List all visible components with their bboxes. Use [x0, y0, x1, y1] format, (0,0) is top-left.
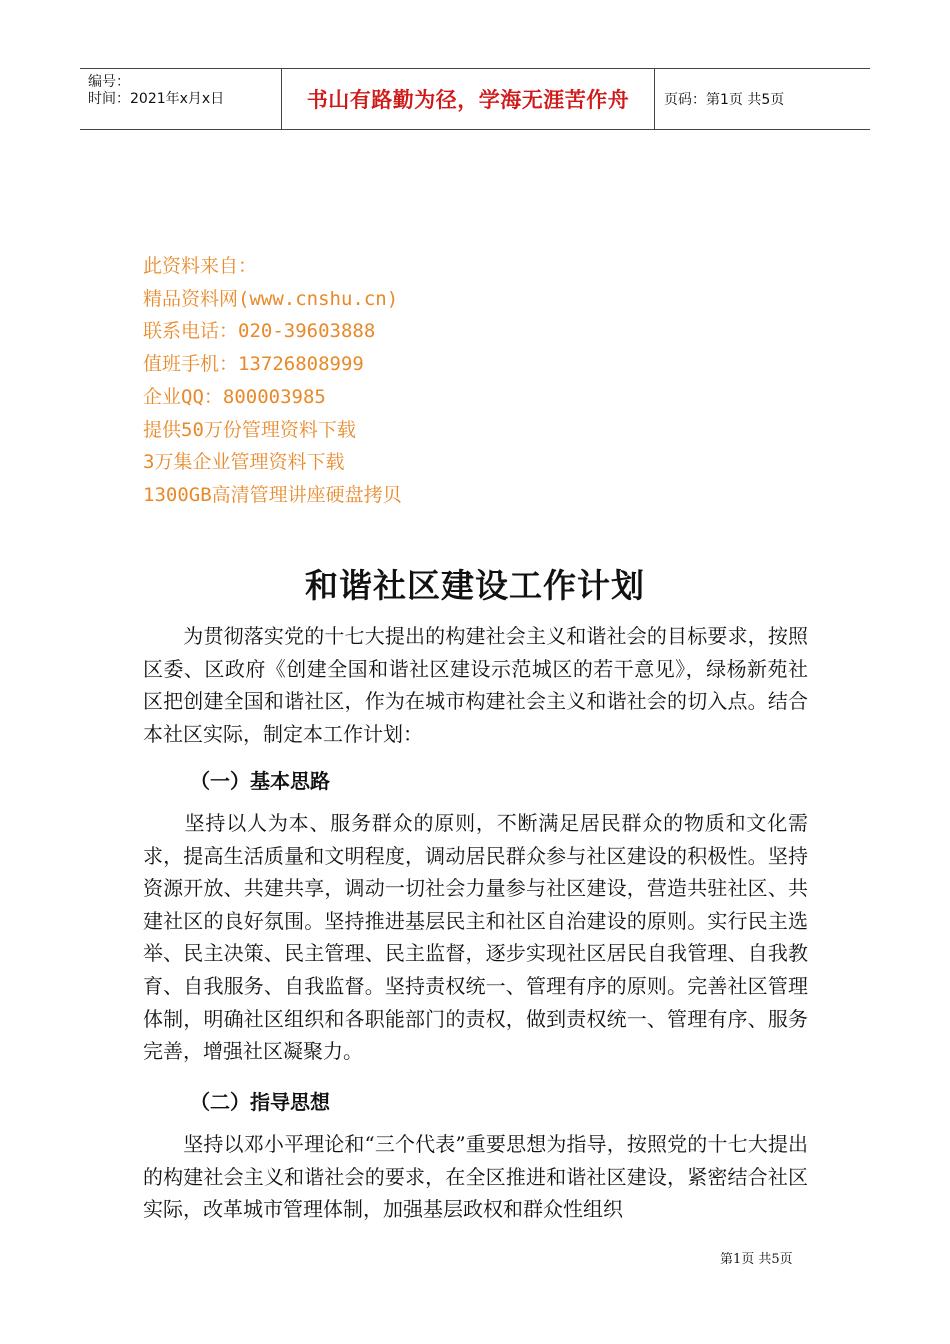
source-line: 企业QQ：800003985 [143, 385, 326, 408]
number-label: 编号： [88, 74, 130, 90]
section-heading: （一）基本思路 [190, 769, 330, 793]
header-table [80, 68, 870, 130]
source-line: 1300GB高清管理讲座硬盘拷贝 [143, 483, 402, 506]
document-title: 和谐社区建设工作计划 [305, 566, 645, 605]
header-divider [654, 69, 655, 129]
intro-paragraph: 为贯彻落实党的十七大提出的构建社会主义和谐社会的目标要求，按照区委、区政府《创建全国和谐社区建设示范城区的若干意见》，绿杨新苑社区把创建全国和谐社区，作为在城市构建社会主义和谐社会的切入点。结合本社区实际，制定本工作计划： [143, 624, 808, 746]
source-line: 精品资料网(www.cnshu.cn) [143, 287, 399, 310]
footer-page-info: 第1页 共5页 [720, 1252, 793, 1267]
source-line: 联系电话：020-39603888 [143, 320, 376, 343]
source-line: 此资料来自： [143, 255, 258, 277]
source-line: 值班手机：13726808999 [143, 353, 364, 376]
source-line: 3万集企业管理资料下载 [143, 451, 345, 474]
section-heading: （二）指导思想 [190, 1090, 330, 1114]
source-line: 提供50万份管理资料下载 [143, 418, 356, 441]
section-paragraph: 坚持以邓小平理论和“三个代表”重要思想为指导，按照党的十七大提出的构建社会主义和谐社会的要求，在全区推进和谐社区建设，紧密结合社区实际，改革城市管理体制，加强基层政权和群众性组织 [143, 1132, 808, 1222]
header-motto: 书山有路勤为径，学海无涯苦作舟 [306, 88, 630, 112]
date-label: 时间：2021年x月x日 [88, 91, 225, 107]
header-meta [80, 69, 280, 129]
source-info-block [143, 250, 402, 512]
section-paragraph: 坚持以人为本、服务群众的原则，不断满足居民群众的物质和文化需求，提高生活质量和文明程度，调动居民群众参与社区建设的积极性。坚持资源开放、共建共享，调动一切社会力量参与社区建设，营造共驻社区、共建社区的良好氛围。坚持推进基层民主和社区自治建设的原则。实行民主选举、民主决策、民主管理、民主监督，逐步实现社区居民自我管理、自我教育、自我服务、自我监督。坚持责权统一、管理有序的原则。完善社区管理体制，明确社区组织和各职能部门的责权，做到责权统一、管理有序、服务完善，增强社区凝聚力。 [143, 811, 808, 1064]
header-page-info: 页码：第1页 共5页 [664, 92, 785, 108]
